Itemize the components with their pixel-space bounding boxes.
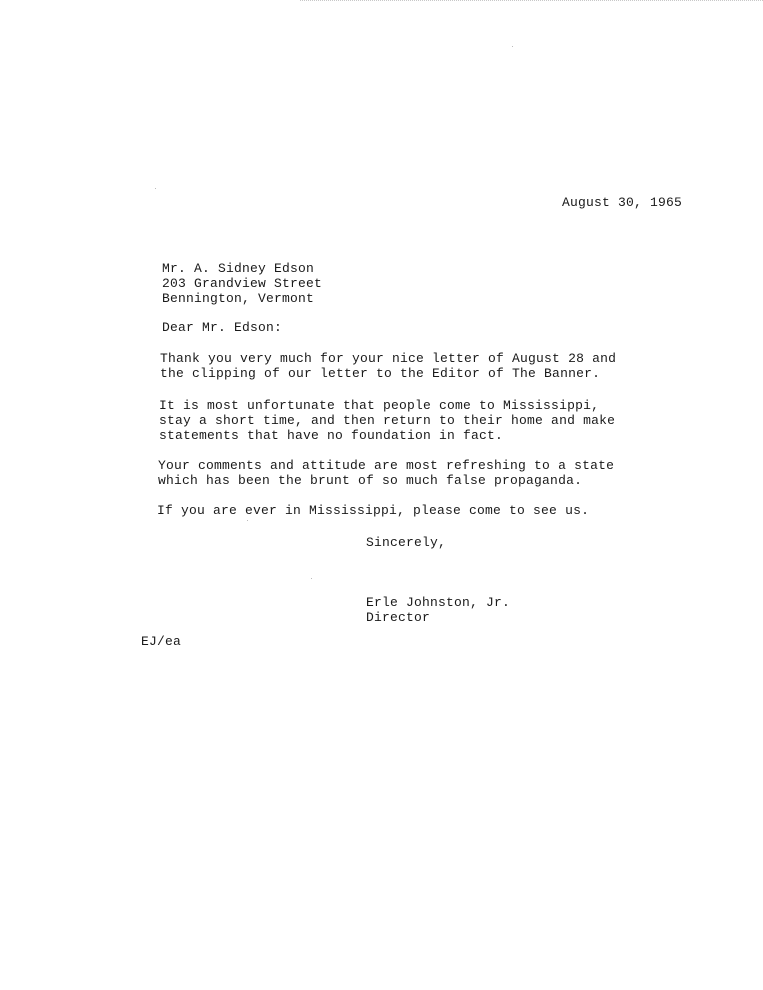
paper-speck bbox=[247, 520, 248, 521]
paragraph-3-line-1: Your comments and attitude are most refreshing to a state bbox=[158, 458, 615, 473]
salutation: Dear Mr. Edson: bbox=[162, 320, 283, 335]
reference-initials: EJ/ea bbox=[141, 634, 182, 649]
paragraph-3-line-2: which has been the brunt of so much false propaganda. bbox=[158, 473, 583, 488]
paragraph-4: If you are ever in Mississippi, please come to see us. bbox=[157, 503, 590, 518]
paper-speck bbox=[512, 46, 513, 47]
paper-speck bbox=[311, 578, 312, 579]
paragraph-1-line-2: the clipping of our letter to the Editor of The Banner. bbox=[160, 366, 601, 381]
paragraph-2-line-1: It is most unfortunate that people come to Mississippi, bbox=[159, 398, 600, 413]
page-top-edge bbox=[300, 0, 763, 1]
paragraph-2-line-2: stay a short time, and then return to their home and make bbox=[159, 413, 616, 428]
recipient-city: Bennington, Vermont bbox=[162, 291, 315, 306]
signer-name: Erle Johnston, Jr. bbox=[366, 595, 511, 610]
paragraph-2-line-3: statements that have no foundation in fact. bbox=[159, 428, 504, 443]
paragraph-1-line-1: Thank you very much for your nice letter of August 28 and bbox=[160, 351, 617, 366]
signer-title: Director bbox=[366, 610, 431, 625]
recipient-name: Mr. A. Sidney Edson bbox=[162, 261, 315, 276]
recipient-street: 203 Grandview Street bbox=[162, 276, 323, 291]
complimentary-close: Sincerely, bbox=[366, 535, 447, 550]
letter-date: August 30, 1965 bbox=[562, 195, 683, 210]
paper-speck bbox=[155, 188, 156, 189]
